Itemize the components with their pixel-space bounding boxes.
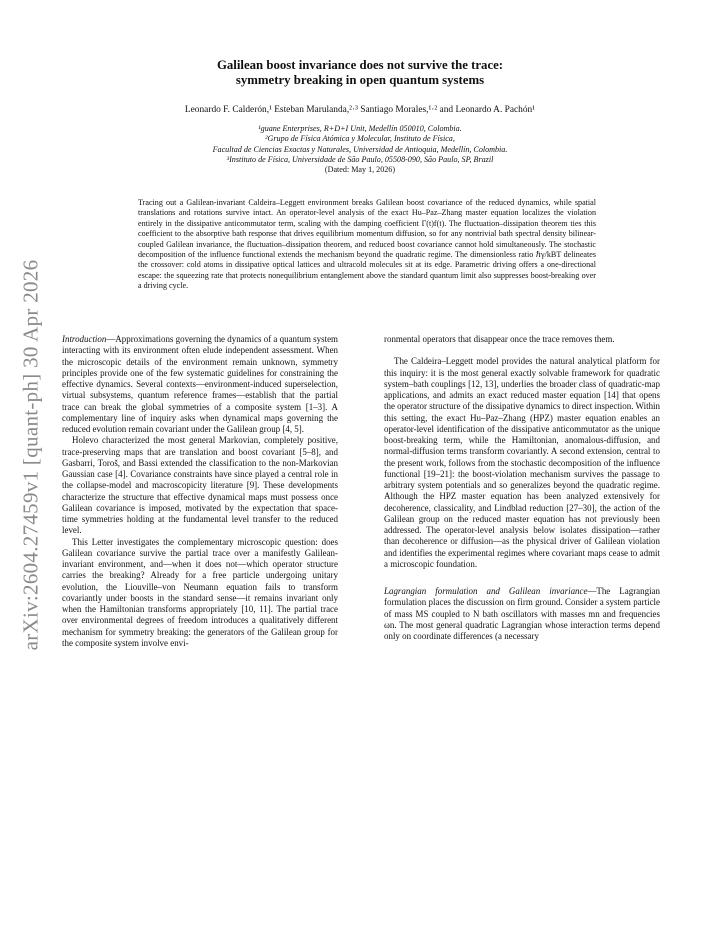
right-column (384, 334, 660, 642)
intro-paragraph (62, 334, 338, 435)
letter-paragraph: This Letter investigates the complementary microscopic question: does Galilean covariance survive the partial trace over a manifestly Galilean-invariant environment, and—when it does not—which operator structure carries the breaking? Already for a free particle undergoing unitary evolution, the Liouville–von Neumann equation fails to transform covariantly under boosts in the standard sense—it remains invariant only when the Hamiltonian transforms appropriately [10, 11]. The partial trace over environmental degrees of freedom introduces a qualitatively different mechanism for symmetry breaking: the generators of the Galilean group for the composite system involve envi- (62, 536, 338, 648)
lagrangian-paragraph (384, 586, 660, 642)
caldeira-paragraph: The Caldeira–Leggett model provides the natural analytical platform for this inquiry: it is the most general exactly solvable framework for quadratic system–bath couplings [12, 13], underlies the broader class of quadratic-map applications, and admits an exact reduced master equation [14] that opens the operator structure of the dissipative dynamics to direct inspection. Within this setting, the exact Hu–Paz–Zhang (HPZ) master equation enables an operator-level identification of the dissipative anticommutator as the unique boost-breaking term, while the Hamiltonian, anomalous-diffusion, and normal-diffusion terms transform covariantly. A second extension, central to the present work, follows from the stochastic decomposition of the influence functional [19–21]: the boost-violation mechanism survives the passage to arbitrary system potentials and so generalizes beyond the quadratic regime. Although the HPZ master equation has been analyzed extensively for decoherence, classicality, and Lindblad reduction [27–30], the action of the Galilean group on the reduced master equation has not previously been addressed. The operator-level analysis below isolates dissipation—rather than decoherence or diffusion—as the physical driver of Galilean violation and identifies the experimental regimes where covariant maps cease to admit a microscopic foundation. (384, 356, 660, 569)
continued-paragraph: ronmental operators that disappear once the trace removes them. (384, 334, 615, 344)
affiliation-2a: ²Grupo de Física Atómica y Molecular, Instituto de Física, (265, 134, 455, 144)
paper-title (140, 58, 580, 88)
arxiv-stamp (10, 220, 52, 690)
intro-text: —Approximations governing the dynamics of a quantum system interacting with its environment often elude independent assessment. When the microscopic details of the environment remain unknown, symmetry principles provide one of the few systematic guidelines for constraining the effective dynamics. Several contexts—environment-induced superselection, virtual subsystems, quantum reference frames—establish that the partial trace can break the global symmetries of a composite system [1–3]. A complementary line of inquiry asks when dynamical maps governing the reduced evolution remain covariant under the Galilean group [4, 5]. (62, 334, 338, 434)
intro-lead: Introduction (62, 334, 107, 344)
abstract: Tracing out a Galilean-invariant Caldeira–Leggett environment breaks Galilean boost covariance of the reduced dynamics, while spatial translations and rotations survive intact. An operator-level analysis of the exact Hu–Paz–Zhang master equation localizes the violation entirely in the dissipative anticommutator term, scaling with the damping coefficient Γ(t)f(t). The fluctuation–dissipation theorem ties this coefficient to the absorptive bath response that drives equilibrium momentum diffusion, so for any nontrivial bath spectral density bilinear-coupled Galilean invariance, the fluctuation–dissipation theorem, and reduced boost covariance cannot hold simultaneously. The stochastic decomposition of the influence functional extends the mechanism beyond the quadratic regime. The dimensionless ratio ℏγ/kBT delineates the crossover: cold atoms in dissipative optical lattices and ultracold molecules sit at its edge. Parametric driving offers a one-directional escape: the squeezing rate that protects nonequilibrium entanglement above the standard quantum limit also suppresses boost-breaking over a driving cycle. (138, 198, 596, 291)
affiliations (110, 124, 610, 175)
left-column (62, 334, 338, 649)
affiliation-3: ³Instituto de Física, Universidade de São Paulo, 05508-090, São Paulo, SP, Brazil (226, 154, 494, 164)
date-line: (Dated: May 1, 2026) (324, 165, 396, 175)
arxiv-identifier: arXiv:2604.27459v1 [quant-ph] 30 Apr 2026 (18, 259, 43, 651)
holevo-paragraph: Holevo characterized the most general Markovian, completely positive, trace-preserving maps that are translation and boost covariant [5–8], and Gasbarri, Toroš, and Bassi extended the classification to the non-Markovian Gaussian case [4]. Covariance constraints have since played a central role in the collapse-model and macroscopicity literature [9]. These developments characterize the structure that effective dynamical maps must possess once Galilean covariance is imposed, motivated by the expectation that space-time symmetries holding at the fundamental level transfer to the reduced level. (62, 435, 338, 536)
author-list: Leonardo F. Calderón,¹ Esteban Marulanda,²·³ Santiago Morales,¹·² and Leonardo A. Pachón¹ (184, 105, 536, 115)
lagrangian-text: —The Lagrangian formulation places the discussion on firm ground. Consider a system particle of mass MS coupled to N bath oscillators with masses mn and frequencies ωn. The most general quadratic Lagrangian whose interaction terms depend only on coordinate differences (a necessary (384, 586, 660, 641)
title-line-2: symmetry breaking in open quantum systems (235, 73, 485, 87)
affiliation-2b: Facultad de Ciencias Exactas y Naturales, Universidad de Antioquia, Medellín, Colombia. (212, 144, 508, 154)
affiliation-1: ¹guane Enterprises, R+D+I Unit, Medellín 050010, Colombia. (258, 124, 462, 133)
title-line-1: Galilean boost invariance does not survive the trace: (216, 58, 504, 72)
lagrangian-lead: Lagrangian formulation and Galilean invariance (384, 586, 588, 596)
